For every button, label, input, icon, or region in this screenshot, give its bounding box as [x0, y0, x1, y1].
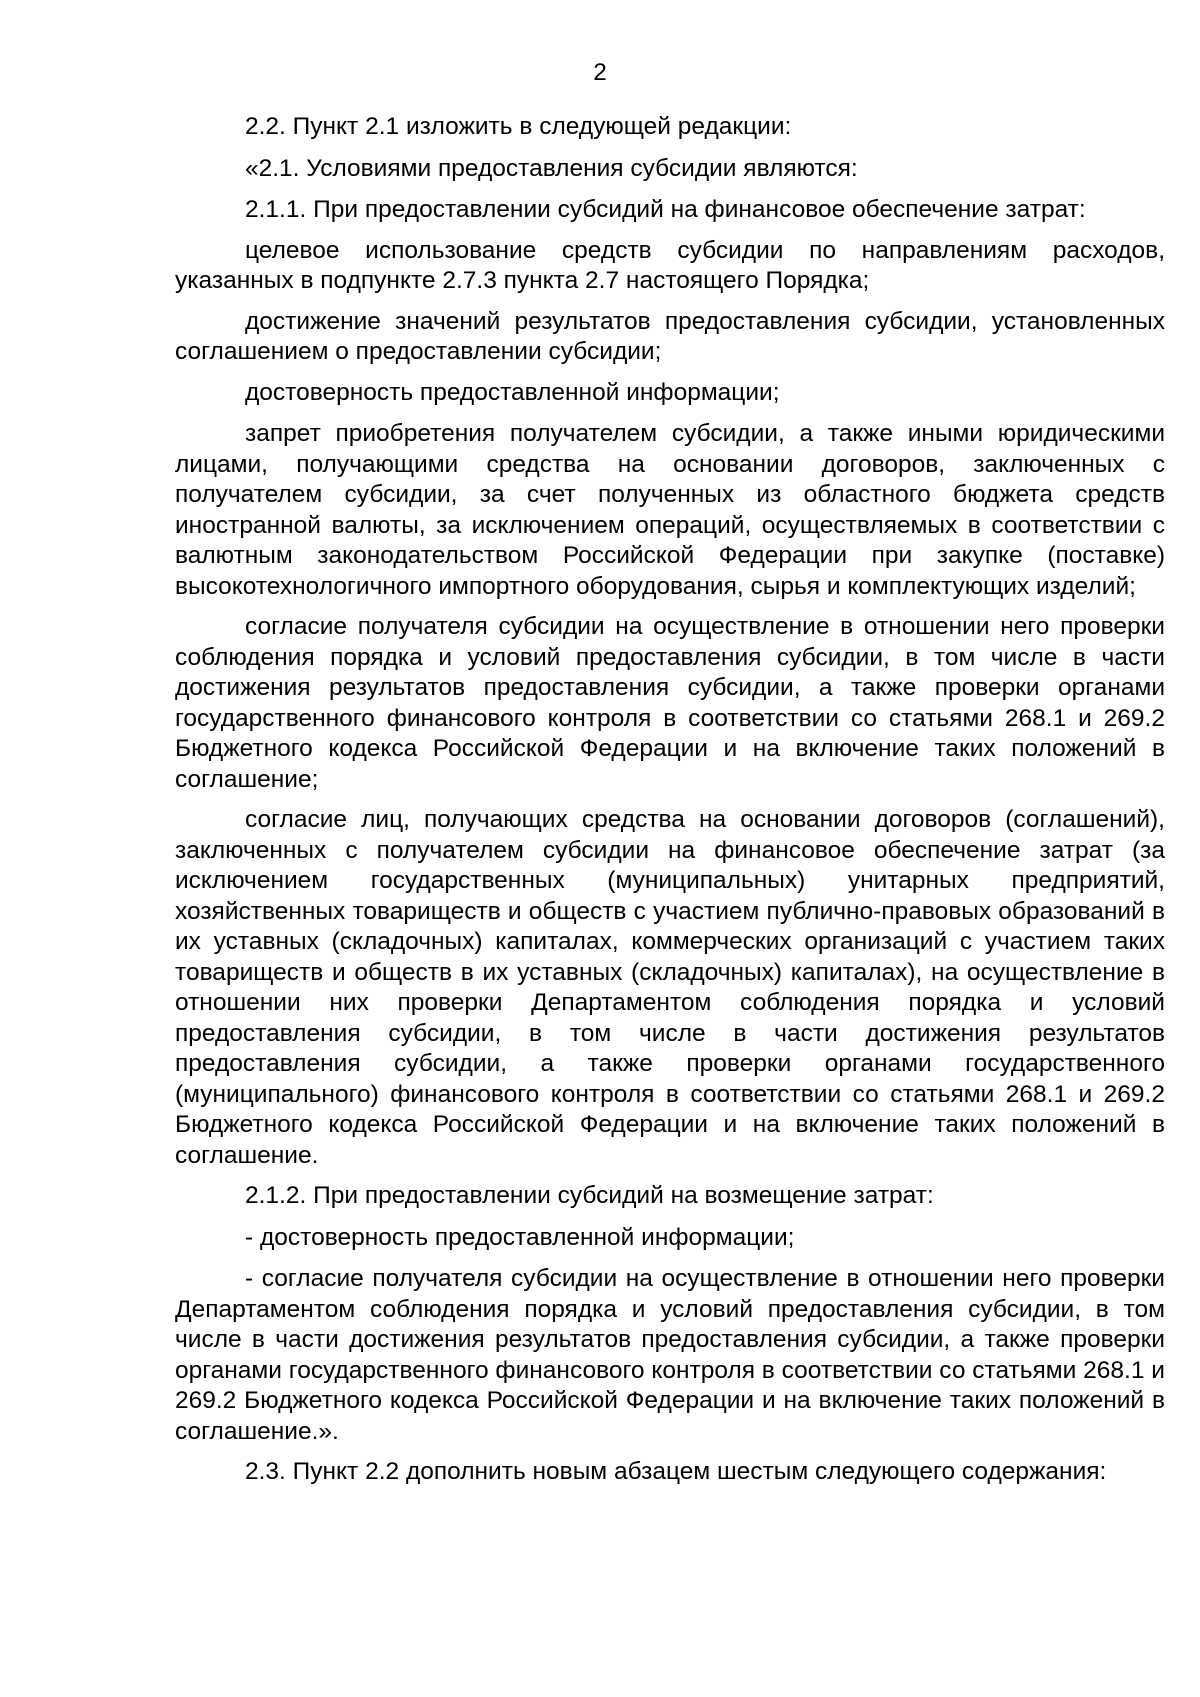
- paragraph-2-2: 2.2. Пункт 2.1 изложить в следующей редакции:: [245, 113, 792, 140]
- paragraph-2-1-2: 2.1.2. При предоставлении субсидий на возмещение затрат:: [245, 1182, 934, 1209]
- paragraph-information-reliability: достоверность предоставленной информации;: [245, 378, 780, 406]
- paragraph-currency-prohibition: запрет приобретения получателем субсидии, а также иными юридическими лицами, получающими средства на основании договоров, заключенных с получателем субсидии, за счет полученных из областного бюджета средств иностранной валюты, за исключением операций, осуществляемых в соответствии с валютным законодательством Российской Федерации при закупке (поставке) высокотехнологичного импортного оборудования, сырья и комплектующих изделий;: [175, 420, 1165, 600]
- document-body: [175, 112, 1165, 1498]
- paragraph-2-1-1: 2.1.1. При предоставлении субсидий на финансовое обеспечение затрат:: [245, 196, 1086, 223]
- page-number: 2: [593, 59, 607, 86]
- paragraph-2-3: 2.3. Пункт 2.2 дополнить новым абзацем шестым следующего содержания:: [245, 1458, 1107, 1485]
- paragraph-compensation-consent: - согласие получателя субсидии на осуществление в отношении него проверки Департаментом соблюдения порядка и условий предоставления субсидии, в том числе в части достижения результатов предоставления субсидии, а также проверки органами государственного финансового контроля в соответствии со статьями 268.1 и 269.2 Бюджетного кодекса Российской Федерации и на включение таких положений в соглашение.».: [175, 1265, 1165, 1445]
- paragraph-2-1-heading: «2.1. Условиями предоставления субсидии являются:: [245, 154, 858, 182]
- paragraph-results-achievement: достижение значений результатов предоставления субсидии, установленных соглашением о предоставлении субсидии;: [175, 307, 1165, 365]
- paragraph-third-party-consent: согласие лиц, получающих средства на основании договоров (соглашений), заключенных с получателем субсидии на финансовое обеспечение затрат (за исключением государственных (муниципальных) унитарных предприятий, хозяйственных товариществ и обществ с участием публично-правовых образований в их уставных (складочных) капиталах, коммерческих организаций с участием таких товариществ и обществ в их уставных (складочных) капиталах), на осуществление в отношении них проверки Департаментом соблюдения порядка и условий предоставления субсидии, в том числе в части достижения результатов предоставления субсидии, а также проверки органами государственного (муниципального) финансового контроля в соответствии со статьями 268.1 и 269.2 Бюджетного кодекса Российской Федерации и на включение таких положений в соглашение.: [175, 806, 1165, 1169]
- paragraph-compensation-information: - достоверность предоставленной информации;: [245, 1223, 795, 1251]
- paragraph-target-use: целевое использование средств субсидии по направлениям расходов, указанных в подпункте 2.7.3 пункта 2.7 настоящего Порядка;: [175, 236, 1165, 294]
- paragraph-recipient-consent: согласие получателя субсидии на осуществление в отношении него проверки соблюдения порядка и условий предоставления субсидии, в том числе в части достижения результатов предоставления субсидии, а также проверки органами государственного финансового контроля в соответствии со статьями 268.1 и 269.2 Бюджетного кодекса Российской Федерации и на включение таких положений в соглашение;: [175, 613, 1165, 793]
